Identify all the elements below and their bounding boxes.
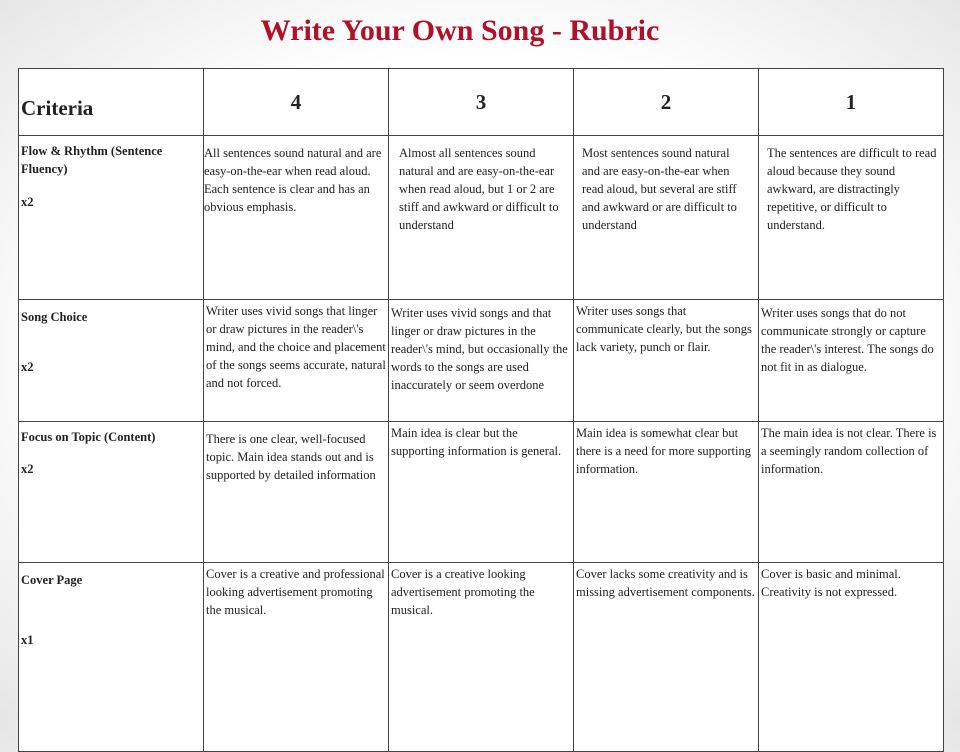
score-2-cell — [574, 300, 759, 422]
score-1-cell — [759, 422, 944, 563]
header-score-2: 2 — [574, 69, 759, 136]
table-row — [19, 422, 944, 563]
score-1-text: Writer uses songs that do not communicate strongly or capture the reader\'s interest. The songs do not fit in as dialogue. — [761, 306, 934, 374]
score-4-cell — [204, 563, 389, 752]
score-4-cell — [204, 136, 389, 300]
criterion-weight: x2 — [21, 462, 34, 476]
header-criteria: Criteria — [19, 69, 204, 136]
score-1-cell — [759, 300, 944, 422]
score-4-text: All sentences sound natural and are easy-on-the-ear when read aloud. Each sentence is clear and has an obvious emphasis. — [204, 146, 382, 214]
table-row — [19, 300, 944, 422]
score-1-cell — [759, 136, 944, 300]
criterion-weight: x1 — [21, 633, 34, 647]
header-score-3: 3 — [389, 69, 574, 136]
score-3-text: Cover is a creative looking advertisement promoting the musical. — [391, 567, 535, 617]
criterion-name: Song Choice — [21, 310, 88, 324]
score-4-cell — [204, 422, 389, 563]
table-row — [19, 563, 944, 752]
criterion-weight: x2 — [21, 195, 34, 209]
score-2-cell — [574, 563, 759, 752]
score-4-text: There is one clear, well-focused topic. Main idea stands out and is supported by detailed information — [206, 432, 376, 482]
score-4-text: Cover is a creative and professional looking advertisement promoting the musical. — [206, 567, 385, 617]
score-2-text: Cover lacks some creativity and is missing advertisement components. — [576, 567, 755, 599]
criterion-cell — [19, 300, 204, 422]
score-1-text: The main idea is not clear. There is a seemingly random collection of information. — [761, 426, 937, 476]
criterion-cell — [19, 422, 204, 563]
table-row — [19, 136, 944, 300]
score-3-text: Almost all sentences sound natural and are easy-on-the-ear when read aloud, but 1 or 2 are stiff and awkward or difficult to understand — [399, 146, 559, 232]
score-1-cell — [759, 563, 944, 752]
score-2-text: Writer uses songs that communicate clearly, but the songs lack variety, punch or flair. — [576, 304, 752, 354]
score-4-cell — [204, 300, 389, 422]
score-2-text: Main idea is somewhat clear but there is a need for more supporting information. — [576, 426, 751, 476]
score-3-cell — [389, 300, 574, 422]
score-1-text: Cover is basic and minimal. Creativity is not expressed. — [761, 567, 901, 599]
header-row — [19, 69, 944, 136]
score-3-cell — [389, 422, 574, 563]
score-3-cell — [389, 563, 574, 752]
criterion-name: Focus on Topic (Content) — [21, 430, 156, 444]
score-1-text: The sentences are difficult to read aloud because they sound awkward, are distractingly repetitive, or difficult to understand. — [767, 146, 937, 232]
criterion-cell — [19, 136, 204, 300]
criterion-cell — [19, 563, 204, 752]
criterion-weight: x2 — [21, 360, 34, 374]
score-3-text: Main idea is clear but the supporting information is general. — [391, 426, 562, 458]
score-2-cell — [574, 136, 759, 300]
page-title: Write Your Own Song - Rubric — [260, 14, 660, 47]
criterion-name: Cover Page — [21, 573, 83, 587]
score-3-text: Writer uses vivid songs and that linger or draw pictures in the reader\'s mind, but occasionally the words to the songs are used inaccurately or seem overdone — [391, 306, 568, 392]
score-3-cell — [389, 136, 574, 300]
score-2-text: Most sentences sound natural and are easy-on-the-ear when read aloud, but several are stiff and awkward or are difficult to understand — [582, 146, 737, 232]
rubric-table — [18, 68, 944, 752]
score-2-cell — [574, 422, 759, 563]
header-score-1: 1 — [759, 69, 944, 136]
score-4-text: Writer uses vivid songs that linger or draw pictures in the reader\'s mind, and the choice and placement of the songs seems accurate, natural and not forced. — [206, 304, 386, 390]
criterion-name: Flow & Rhythm (Sentence Fluency) — [21, 144, 163, 176]
header-score-4: 4 — [204, 69, 389, 136]
